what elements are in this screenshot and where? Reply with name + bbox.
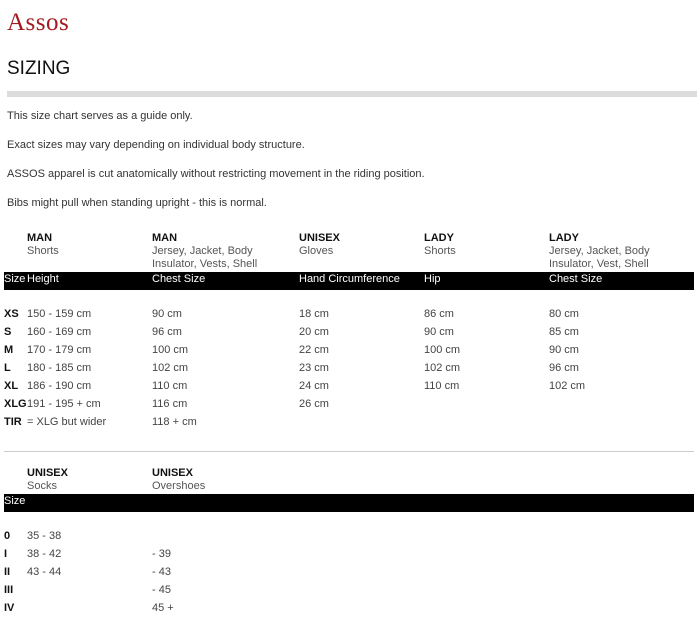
intro-note: ASSOS apparel is cut anatomically without restricting movement in the riding position.	[7, 168, 425, 180]
column-subtitle: Insulator, Vest, Shell	[549, 258, 649, 270]
table-cell: 170 - 179 cm	[27, 344, 92, 356]
table-row	[0, 548, 700, 566]
column-subtitle: Insulator, Vests, Shell	[152, 258, 258, 270]
table-cell: 180 - 185 cm	[27, 362, 92, 374]
table-cell: - 39	[152, 548, 171, 560]
table-row	[0, 530, 700, 548]
title-divider	[7, 91, 697, 97]
table-cell: 191 - 195 + cm	[27, 398, 101, 410]
table-row	[0, 362, 700, 380]
intro-note: Exact sizes may vary depending on individual body structure.	[7, 139, 305, 151]
size-cell: S	[4, 326, 12, 338]
table-cell: 102 cm	[549, 380, 586, 392]
column-header-man-jersey	[152, 232, 257, 271]
column-header-lady-shorts	[424, 232, 456, 258]
table-cell: 24 cm	[299, 380, 329, 392]
table-cell: - 45	[152, 584, 171, 596]
table-row	[0, 416, 700, 434]
column-header-unisex-gloves	[299, 232, 340, 258]
column-subtitle: Shorts	[27, 245, 59, 257]
table-cell: 20 cm	[299, 326, 329, 338]
column-subtitle: Jersey, Jacket, Body	[152, 245, 253, 257]
size-cell: M	[4, 344, 14, 356]
table-cell: = XLG but wider	[27, 416, 107, 428]
intro-note: This size chart serves as a guide only.	[7, 110, 193, 122]
column-group: MAN	[152, 232, 178, 244]
table-cell: 110 cm	[152, 380, 188, 392]
table-separator	[4, 451, 694, 452]
table-cell: 90 cm	[152, 308, 182, 320]
size-cell: L	[4, 362, 11, 374]
size-cell: IV	[4, 602, 15, 614]
table-cell: 186 - 190 cm	[27, 380, 92, 392]
column-group: UNISEX	[299, 232, 340, 244]
column-subtitle: Overshoes	[152, 480, 206, 492]
table-cell: 160 - 169 cm	[27, 326, 92, 338]
table-cell: 96 cm	[549, 362, 579, 374]
table-cell: 22 cm	[299, 344, 329, 356]
table-cell: 38 - 42	[27, 548, 62, 560]
assos-logo[interactable]: Assos	[7, 9, 70, 36]
measure-label: Height	[27, 273, 59, 285]
size-cell: II	[4, 566, 11, 578]
table-cell: 110 cm	[424, 380, 460, 392]
table-row	[0, 326, 700, 344]
column-group: UNISEX	[27, 467, 68, 479]
measure-label: Hip	[424, 273, 441, 285]
page-title: SIZING	[7, 58, 71, 79]
table-row	[0, 308, 700, 326]
size-cell: III	[4, 584, 14, 596]
intro-note: Bibs might pull when standing upright - this is normal.	[7, 197, 267, 209]
column-header-unisex-overshoes	[152, 467, 205, 493]
table-cell: 90 cm	[424, 326, 454, 338]
column-group: MAN	[27, 232, 53, 244]
table-row	[0, 344, 700, 362]
size-cell: XLG	[4, 398, 27, 410]
measure-label: Chest Size	[549, 273, 603, 285]
table-cell: 86 cm	[424, 308, 454, 320]
table-row	[0, 602, 700, 620]
table1-measure-bar	[4, 272, 694, 290]
table2-measure-bar	[4, 494, 694, 512]
size-cell: 0	[4, 530, 11, 542]
column-subtitle: Socks	[27, 480, 57, 492]
table-cell: 102 cm	[424, 362, 461, 374]
table-cell: 43 - 44	[27, 566, 62, 578]
table-cell: 85 cm	[549, 326, 579, 338]
table-cell: 80 cm	[549, 308, 579, 320]
table-row	[0, 584, 700, 602]
column-subtitle: Shorts	[424, 245, 456, 257]
table-cell: 45 +	[152, 602, 174, 614]
table-cell: 102 cm	[152, 362, 189, 374]
size-cell: XS	[4, 308, 19, 320]
column-header-unisex-socks	[27, 467, 68, 493]
table-row	[0, 380, 700, 398]
table-cell: 100 cm	[424, 344, 461, 356]
table-cell: 116 cm	[152, 398, 188, 410]
size-label: Size	[4, 273, 26, 285]
table-row	[0, 398, 700, 416]
size-cell: XL	[4, 380, 19, 392]
table-cell: - 43	[152, 566, 171, 578]
table-cell: 23 cm	[299, 362, 329, 374]
column-group: UNISEX	[152, 467, 193, 479]
table-cell: 26 cm	[299, 398, 329, 410]
column-group: LADY	[424, 232, 454, 244]
table-cell: 118 + cm	[152, 416, 197, 428]
size-cell: TIR	[4, 416, 22, 428]
table-cell: 35 - 38	[27, 530, 62, 542]
size-label: Size	[4, 495, 26, 507]
measure-label: Chest Size	[152, 273, 206, 285]
column-subtitle: Gloves	[299, 245, 334, 257]
table-cell: 96 cm	[152, 326, 182, 338]
size-cell: I	[4, 548, 8, 560]
table-cell: 100 cm	[152, 344, 189, 356]
table-cell: 150 - 159 cm	[27, 308, 92, 320]
column-header-man-shorts	[27, 232, 59, 258]
table-row	[0, 566, 700, 584]
table-cell: 90 cm	[549, 344, 579, 356]
column-header-lady-jersey	[549, 232, 650, 271]
column-subtitle: Jersey, Jacket, Body	[549, 245, 650, 257]
table-cell: 18 cm	[299, 308, 329, 320]
measure-label: Hand Circumference	[299, 273, 400, 285]
column-group: LADY	[549, 232, 579, 244]
